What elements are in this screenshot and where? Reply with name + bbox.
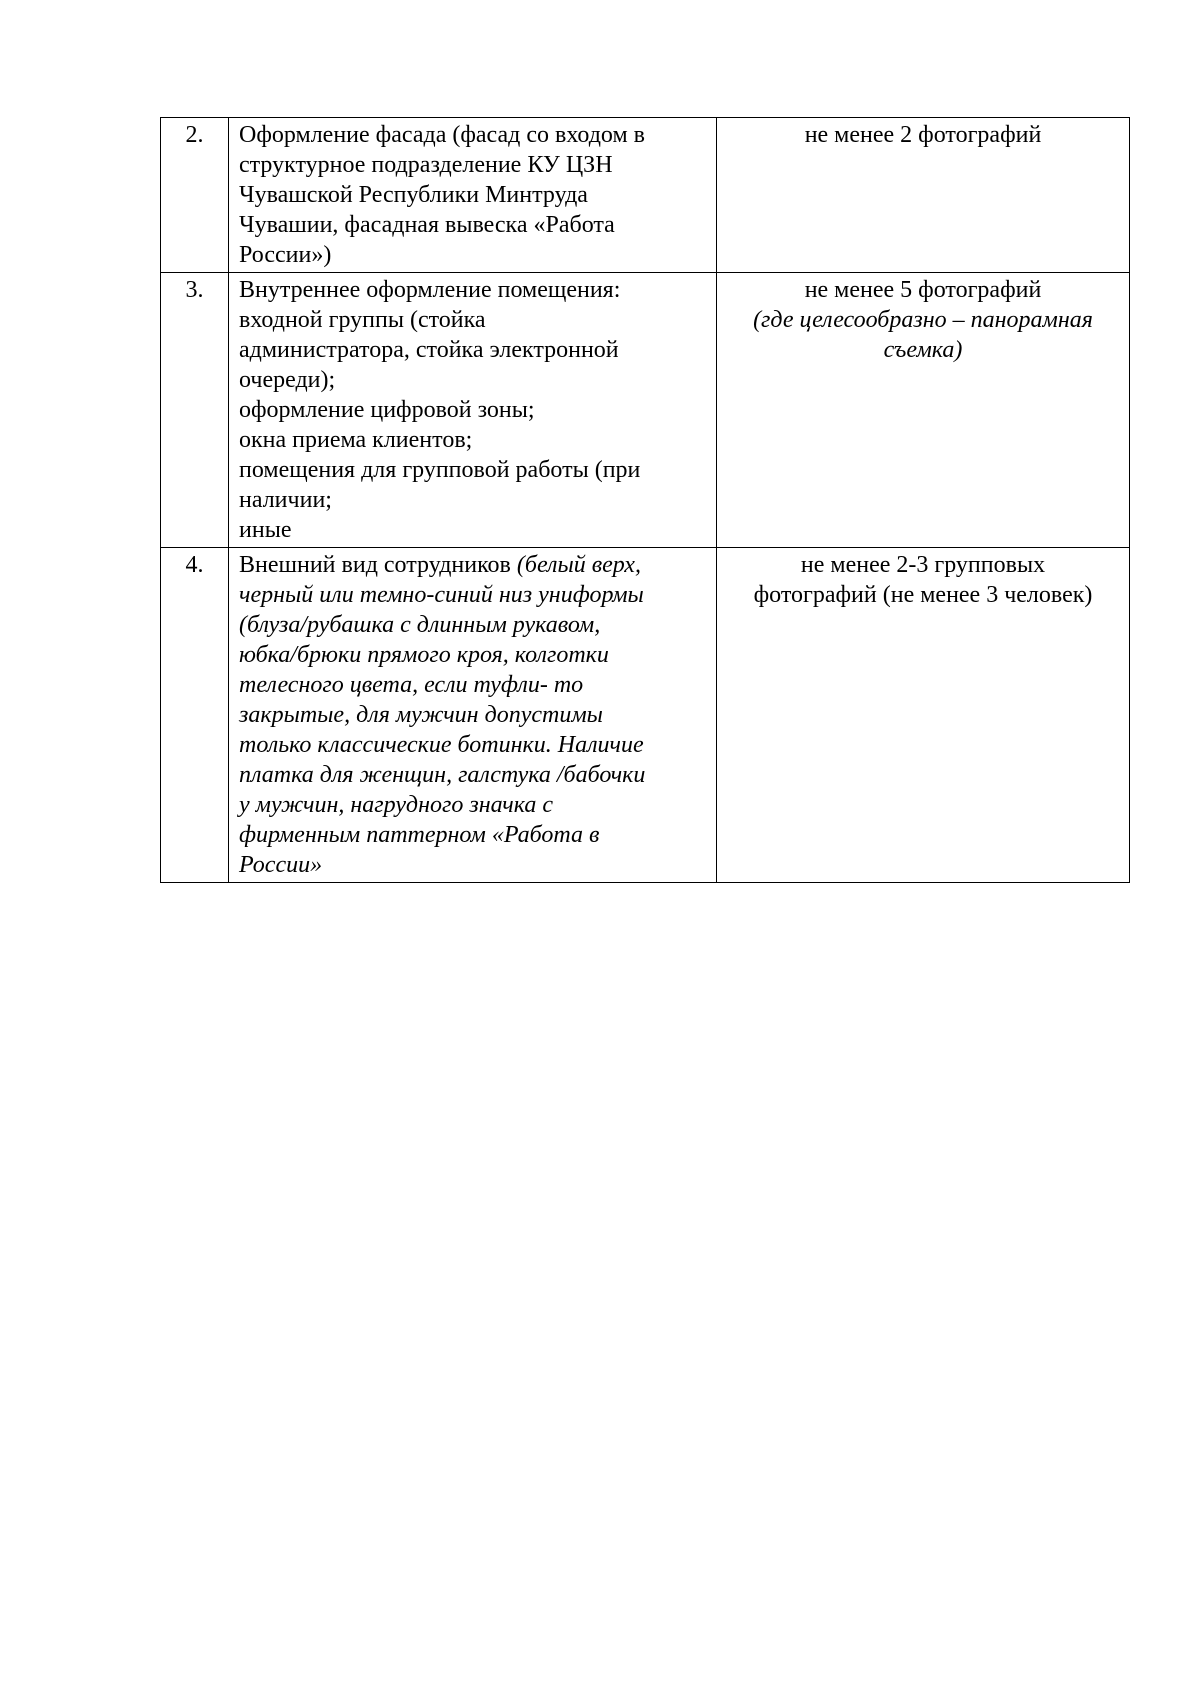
row-number: 3. bbox=[185, 277, 204, 303]
requirement-line: не менее 5 фотографий bbox=[804, 277, 1042, 303]
description-line: администратора, стойка электронной bbox=[239, 337, 619, 363]
description-line: Чувашской Республики Минтруда bbox=[239, 182, 588, 208]
description-line: очереди); bbox=[239, 367, 336, 393]
description-line: России» bbox=[239, 852, 323, 878]
description-line: Чувашии, фасадная вывеска «Работа bbox=[239, 212, 615, 238]
requirement-line: не менее 2-3 групповых bbox=[800, 552, 1046, 578]
description-line: структурное подразделение КУ ЦЗН bbox=[239, 152, 613, 178]
description-line: России») bbox=[239, 242, 332, 268]
description-line: (блуза/рубашка с длинным рукавом, bbox=[239, 612, 601, 638]
description-line: иные bbox=[239, 517, 292, 543]
requirement-note-line: (где целесообразно – панорамная bbox=[753, 307, 1093, 333]
description-line: платка для женщин, галстука /бабочки bbox=[239, 762, 646, 788]
requirement-cell bbox=[717, 273, 1130, 548]
description-line: телесного цвета, если туфли- то bbox=[239, 672, 584, 698]
requirement-cell bbox=[717, 118, 1130, 273]
description-italic-text: (белый верх, bbox=[516, 552, 641, 578]
row-number: 4. bbox=[185, 552, 204, 578]
table-row bbox=[161, 548, 1130, 883]
description-cell bbox=[229, 548, 717, 883]
description-line: черный или темно-синий низ униформы bbox=[239, 582, 644, 608]
row-number-cell bbox=[161, 118, 229, 273]
requirements-table bbox=[160, 117, 1130, 883]
description-cell bbox=[229, 273, 717, 548]
description-text: Внешний вид сотрудников bbox=[239, 552, 517, 578]
row-number-cell bbox=[161, 548, 229, 883]
description-line: помещения для групповой работы (при bbox=[239, 457, 641, 483]
table-row bbox=[161, 273, 1130, 548]
description-line: фирменным паттерном «Работа в bbox=[239, 822, 600, 848]
description-line: окна приема клиентов; bbox=[239, 427, 473, 453]
row-number-cell bbox=[161, 273, 229, 548]
description-line: оформление цифровой зоны; bbox=[239, 397, 535, 423]
description-line: закрытые, для мужчин допустимы bbox=[239, 702, 603, 728]
requirement-line: не менее 2 фотографий bbox=[804, 122, 1042, 148]
description-line: входной группы (стойка bbox=[239, 307, 486, 333]
requirement-cell bbox=[717, 548, 1130, 883]
row-number: 2. bbox=[185, 122, 204, 148]
description-line bbox=[239, 550, 706, 580]
description-cell bbox=[229, 118, 717, 273]
description-line: наличии; bbox=[239, 487, 332, 513]
requirement-note-line: съемка) bbox=[883, 337, 963, 363]
description-line: только классические ботинки. Наличие bbox=[239, 732, 644, 758]
description-line: у мужчин, нагрудного значка с bbox=[239, 792, 554, 818]
description-line: Внутреннее оформление помещения: bbox=[239, 277, 621, 303]
description-line: юбка/брюки прямого кроя, колготки bbox=[239, 642, 609, 668]
table-row bbox=[161, 118, 1130, 273]
requirement-line: фотографий (не менее 3 человек) bbox=[753, 582, 1093, 608]
description-line: Оформление фасада (фасад со входом в bbox=[239, 122, 645, 148]
